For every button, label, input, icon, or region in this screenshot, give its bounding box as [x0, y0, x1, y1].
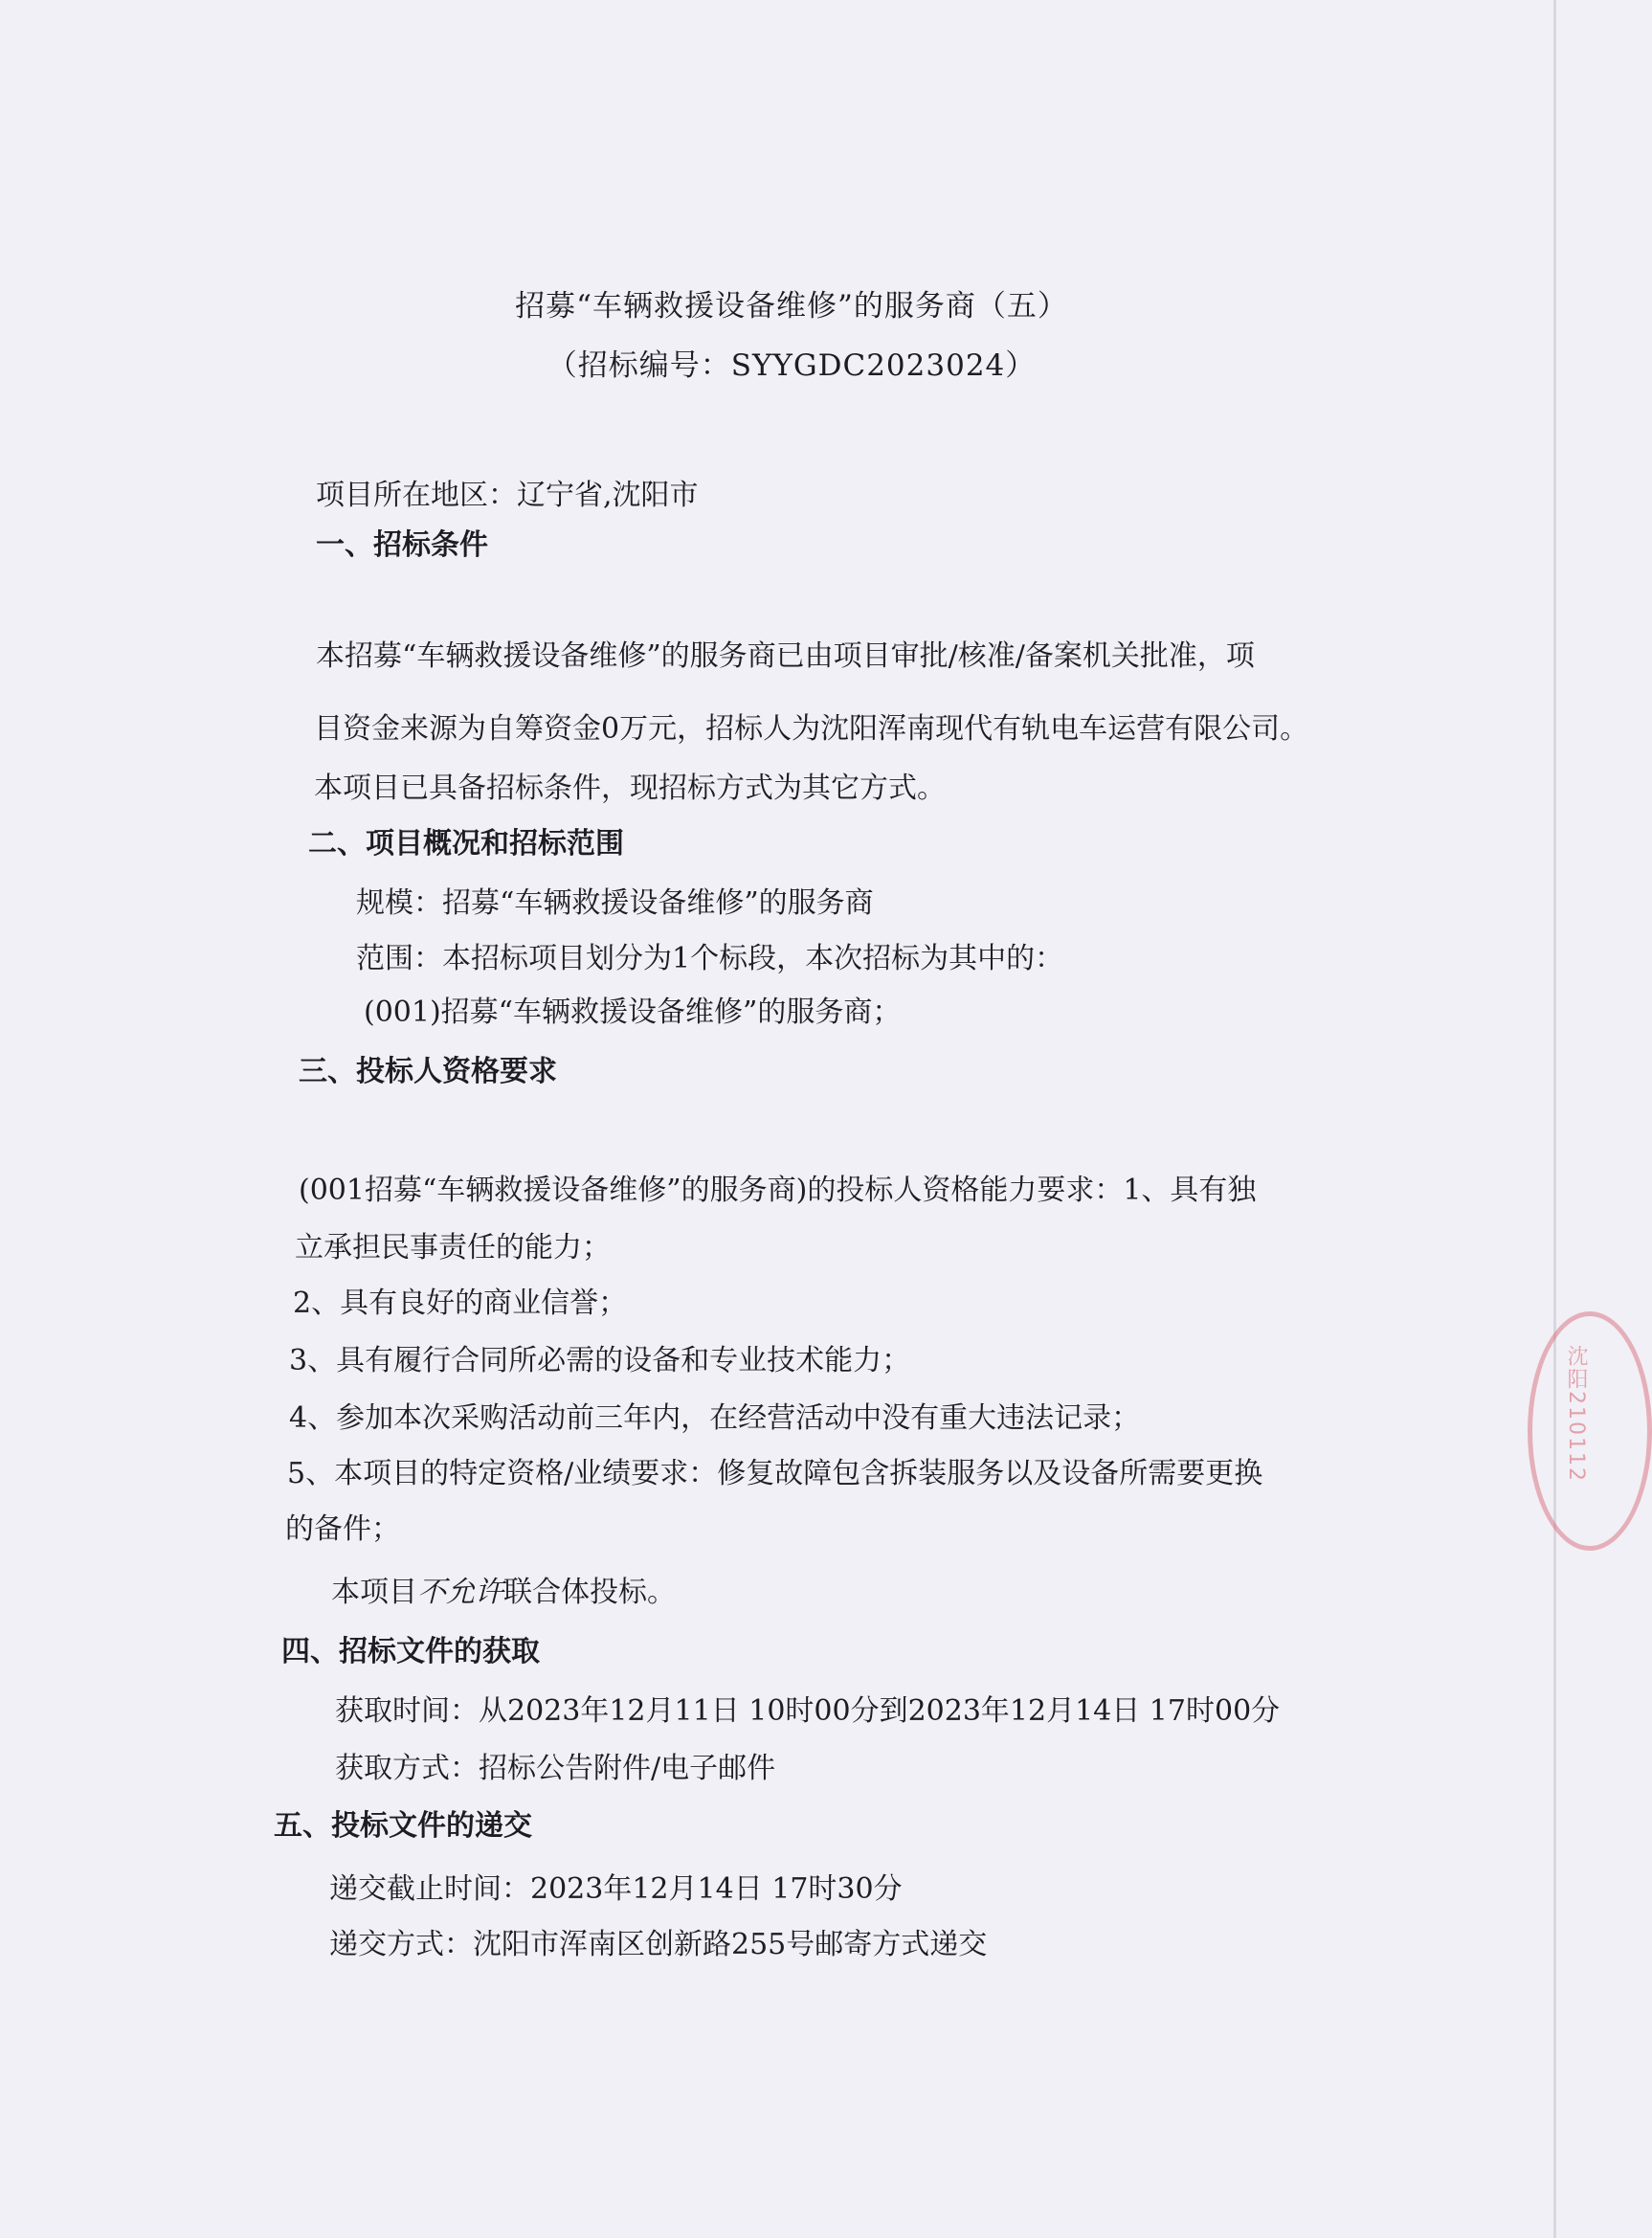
joint-bid-italic: 不允许 — [417, 1576, 503, 1609]
page-edge-shadow — [1553, 0, 1556, 2238]
tender-number: （招标编号：SYYGDC2023024） — [547, 348, 1037, 383]
joint-bid-statement — [331, 1568, 676, 1610]
joint-bid-suffix: 联合体投标。 — [503, 1576, 676, 1609]
official-seal-text: 沈阳210112 — [1564, 1345, 1588, 1483]
section-2-line: (001)招募“车辆救援设备维修”的服务商； — [364, 996, 902, 1029]
section-3-line: (001招募“车辆救援设备维修”的服务商)的投标人资格能力要求：1、具有独 — [299, 1174, 1257, 1207]
section-1-line: 本项目已具备招标条件，现招标方式为其它方式。 — [314, 772, 946, 805]
section-3-line: 4、参加本次采购活动前三年内，在经营活动中没有重大违法记录； — [289, 1401, 1141, 1435]
section-2-heading: 二、项目概况和招标范围 — [308, 827, 624, 861]
section-3-line: 立承担民事责任的能力； — [295, 1231, 611, 1264]
section-3-line: 2、具有良好的商业信誉； — [293, 1287, 628, 1320]
section-4-line: 获取方式：招标公告附件/电子邮件 — [335, 1752, 776, 1785]
section-1-heading: 一、招标条件 — [316, 528, 488, 562]
section-3-line: 3、具有履行合同所必需的设备和专业技术能力； — [289, 1344, 911, 1377]
section-4-line: 获取时间：从2023年12月11日 10时00分到2023年12月14日 17时00分 — [335, 1694, 1281, 1728]
document-title: 招募“车辆救援设备维修”的服务商（五） — [515, 289, 1068, 324]
joint-bid-prefix: 本项目 — [331, 1576, 417, 1609]
section-2-line: 范围：本招标项目划分为1个标段，本次招标为其中的： — [356, 942, 1064, 975]
section-5-line: 递交方式：沈阳市浑南区创新路255号邮寄方式递交 — [329, 1928, 988, 1961]
section-3-heading: 三、投标人资格要求 — [299, 1055, 557, 1088]
section-5-heading: 五、投标文件的递交 — [274, 1809, 532, 1843]
section-4-heading: 四、招标文件的获取 — [281, 1635, 540, 1668]
project-location: 项目所在地区：辽宁省,沈阳市 — [316, 479, 699, 512]
section-2-line: 规模：招募“车辆救援设备维修”的服务商 — [356, 886, 874, 920]
section-1-line: 目资金来源为自筹资金0万元，招标人为沈阳浑南现代有轨电车运营有限公司。 — [314, 712, 1309, 746]
section-3-line: 5、本项目的特定资格/业绩要求：修复故障包含拆装服务以及设备所需要更换 — [287, 1457, 1263, 1490]
section-3-line: 的备件； — [285, 1512, 400, 1546]
section-1-line: 本招募“车辆救援设备维修”的服务商已由项目审批/核准/备案机关批准，项 — [316, 639, 1255, 673]
section-5-line: 递交截止时间：2023年12月14日 17时30分 — [329, 1872, 903, 1906]
